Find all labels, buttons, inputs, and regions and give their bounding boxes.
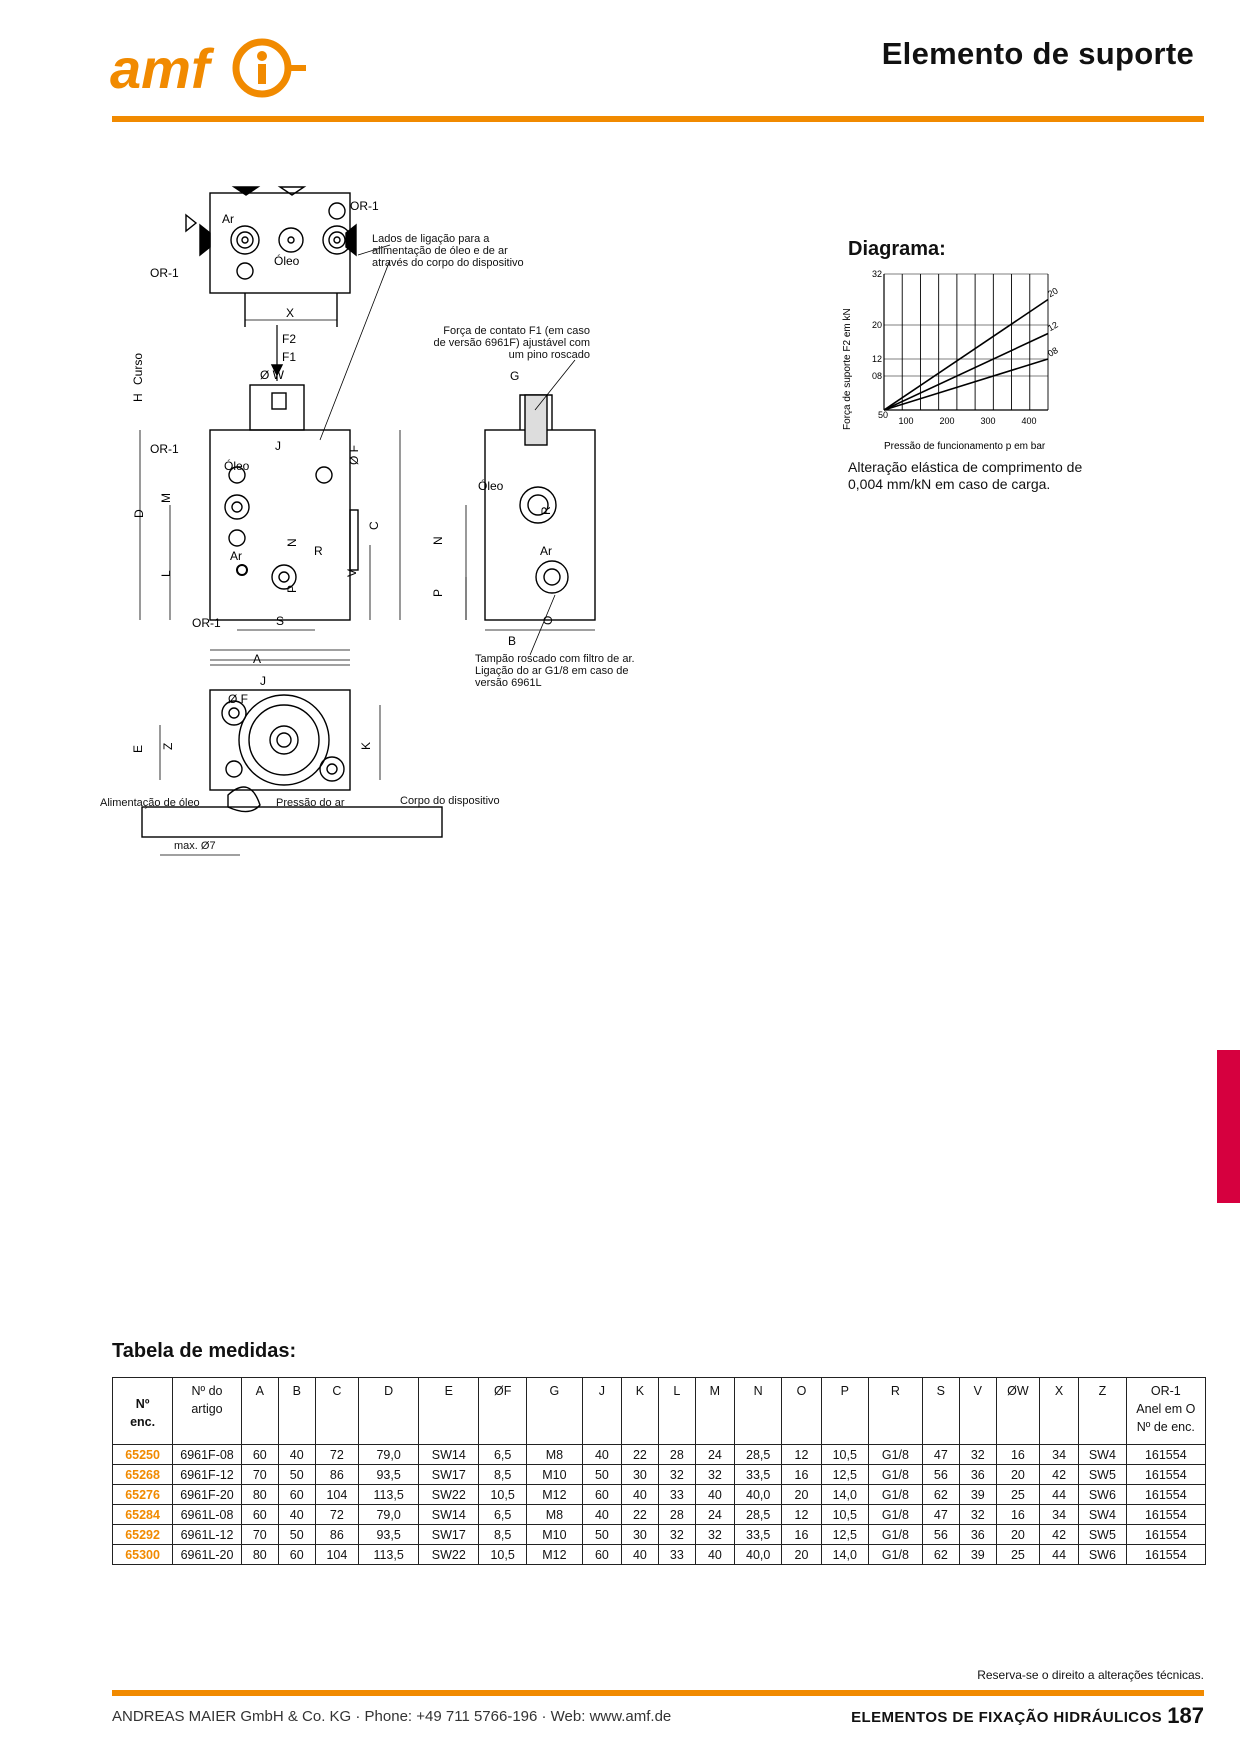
table-cell: 6961L-20 bbox=[173, 1545, 242, 1565]
table-cell: 40 bbox=[582, 1505, 621, 1525]
order-number: 65300 bbox=[113, 1545, 173, 1565]
table-cell: 60 bbox=[241, 1505, 278, 1525]
amf-logo bbox=[110, 36, 310, 100]
table-cell: 16 bbox=[782, 1525, 821, 1545]
table-cell: 6961F-20 bbox=[173, 1485, 242, 1505]
diagram-title: Diagrama: bbox=[848, 238, 946, 260]
table-cell: 70 bbox=[241, 1525, 278, 1545]
table-cell: 93,5 bbox=[359, 1465, 419, 1485]
table-cell: 28 bbox=[658, 1445, 695, 1465]
table-cell: 47 bbox=[922, 1505, 959, 1525]
table-header-cell: M bbox=[695, 1378, 734, 1445]
table-cell: 42 bbox=[1040, 1465, 1079, 1485]
table-cell: 40 bbox=[582, 1445, 621, 1465]
svg-text:Óleo: Óleo bbox=[224, 459, 250, 473]
table-cell: SW14 bbox=[419, 1505, 479, 1525]
diagram-note: Alteração elástica de comprimento de 0,004 mm/kN em caso de carga. bbox=[848, 459, 1083, 492]
table-cell: 30 bbox=[621, 1465, 658, 1485]
table-cell: 32 bbox=[695, 1525, 734, 1545]
table-cell: M10 bbox=[526, 1525, 582, 1545]
table-cell: M8 bbox=[526, 1505, 582, 1525]
table-cell: 161554 bbox=[1126, 1525, 1205, 1545]
series-label: 12 bbox=[1046, 319, 1060, 334]
svg-text:R: R bbox=[314, 544, 323, 558]
table-cell: SW5 bbox=[1079, 1525, 1127, 1545]
table-cell: 104 bbox=[315, 1545, 358, 1565]
table-cell: SW14 bbox=[419, 1445, 479, 1465]
table-header-cell: E bbox=[419, 1378, 479, 1445]
table-cell: 40 bbox=[278, 1445, 315, 1465]
x-tick-label: 200 bbox=[939, 416, 955, 426]
table-cell: 32 bbox=[695, 1465, 734, 1485]
table-cell: 50 bbox=[278, 1465, 315, 1485]
table-cell: 161554 bbox=[1126, 1505, 1205, 1525]
table-row bbox=[113, 1525, 1206, 1545]
series-label: 20 bbox=[1046, 285, 1060, 300]
svg-text:Óleo: Óleo bbox=[478, 479, 504, 493]
table-cell: SW17 bbox=[419, 1465, 479, 1485]
svg-text:C: C bbox=[367, 521, 381, 530]
svg-text:Ar: Ar bbox=[222, 212, 234, 226]
table-cell: 56 bbox=[922, 1465, 959, 1485]
table-cell: 62 bbox=[922, 1485, 959, 1505]
table-cell: 44 bbox=[1040, 1485, 1079, 1505]
table-cell: 20 bbox=[782, 1485, 821, 1505]
table-cell: 16 bbox=[782, 1465, 821, 1485]
table-header-cell: S bbox=[922, 1378, 959, 1445]
table-cell: 10,5 bbox=[821, 1505, 869, 1525]
callout-alimentacao: Alimentação de óleo bbox=[100, 797, 200, 809]
order-number: 65250 bbox=[113, 1445, 173, 1465]
table-header-cell: R bbox=[869, 1378, 923, 1445]
table-cell: 24 bbox=[695, 1505, 734, 1525]
order-number: 65284 bbox=[113, 1505, 173, 1525]
table-header-cell: L bbox=[658, 1378, 695, 1445]
svg-text:H: H bbox=[131, 393, 145, 402]
svg-text:F1: F1 bbox=[282, 350, 297, 364]
table-cell: 30 bbox=[621, 1525, 658, 1545]
table-cell: 25 bbox=[996, 1485, 1039, 1505]
table-cell: 40,0 bbox=[734, 1485, 782, 1505]
svg-text:P: P bbox=[285, 584, 299, 593]
table-cell: 50 bbox=[582, 1465, 621, 1485]
table-cell: G1/8 bbox=[869, 1545, 923, 1565]
table-cell: 33 bbox=[658, 1485, 695, 1505]
svg-text:V: V bbox=[345, 568, 359, 577]
svg-text:B: B bbox=[508, 634, 517, 648]
table-cell: 14,0 bbox=[821, 1485, 869, 1505]
table-cell: 80 bbox=[241, 1545, 278, 1565]
svg-text:OR-1: OR-1 bbox=[192, 616, 221, 630]
x-tick-label: 400 bbox=[1021, 416, 1037, 426]
svg-text:M: M bbox=[159, 493, 173, 503]
table-header-cell: ØF bbox=[479, 1378, 527, 1445]
y-tick-label: 12 bbox=[872, 354, 883, 364]
table-cell: 93,5 bbox=[359, 1525, 419, 1545]
table-cell: 40 bbox=[695, 1545, 734, 1565]
header-rule bbox=[112, 116, 1204, 122]
table-cell: 36 bbox=[959, 1525, 996, 1545]
table-cell: 32 bbox=[658, 1465, 695, 1485]
table-cell: 6,5 bbox=[479, 1505, 527, 1525]
table-cell: 32 bbox=[658, 1525, 695, 1545]
table-cell: 8,5 bbox=[479, 1465, 527, 1485]
table-header-cell: P bbox=[821, 1378, 869, 1445]
table-cell: 10,5 bbox=[479, 1485, 527, 1505]
x-tick-label: 100 bbox=[898, 416, 914, 426]
svg-text:OR-1: OR-1 bbox=[350, 199, 379, 213]
table-cell: 40 bbox=[621, 1545, 658, 1565]
table-cell: 6961F-08 bbox=[173, 1445, 242, 1465]
table-cell: 6961L-08 bbox=[173, 1505, 242, 1525]
table-cell: 50 bbox=[582, 1525, 621, 1545]
table-cell: 20 bbox=[996, 1465, 1039, 1485]
table-cell: 6961L-12 bbox=[173, 1525, 242, 1545]
table-row bbox=[113, 1505, 1206, 1525]
technical-drawing bbox=[100, 185, 720, 965]
table-cell: 104 bbox=[315, 1485, 358, 1505]
table-cell: 60 bbox=[241, 1445, 278, 1465]
y-tick-label: 08 bbox=[872, 371, 883, 381]
svg-text:Ø F: Ø F bbox=[228, 692, 248, 706]
table-cell: 62 bbox=[922, 1545, 959, 1565]
table-cell: 60 bbox=[582, 1545, 621, 1565]
table-cell: 34 bbox=[1040, 1505, 1079, 1525]
table-cell: 34 bbox=[1040, 1445, 1079, 1465]
table-cell: 25 bbox=[996, 1545, 1039, 1565]
table-cell: 28,5 bbox=[734, 1505, 782, 1525]
x-tick-label: 300 bbox=[980, 416, 996, 426]
table-cell: M12 bbox=[526, 1545, 582, 1565]
svg-text:N: N bbox=[431, 536, 445, 545]
svg-text:J: J bbox=[275, 439, 281, 453]
svg-text:Curso: Curso bbox=[131, 352, 145, 385]
svg-text:OR-1: OR-1 bbox=[150, 266, 179, 280]
table-cell: M12 bbox=[526, 1485, 582, 1505]
y-tick-label: 32 bbox=[872, 270, 883, 279]
table-cell: SW6 bbox=[1079, 1485, 1127, 1505]
table-cell: 40 bbox=[621, 1485, 658, 1505]
table-cell: SW6 bbox=[1079, 1545, 1127, 1565]
diagram-series bbox=[884, 300, 1048, 411]
table-cell: 12 bbox=[782, 1445, 821, 1465]
table-cell: SW4 bbox=[1079, 1445, 1127, 1465]
table-cell: M10 bbox=[526, 1465, 582, 1485]
table-cell: 33,5 bbox=[734, 1525, 782, 1545]
table-cell: 72 bbox=[315, 1505, 358, 1525]
table-cell: 113,5 bbox=[359, 1545, 419, 1565]
diagram-chart bbox=[838, 270, 1078, 460]
table-header-cell: Nº do artigo bbox=[173, 1378, 242, 1445]
table-cell: 12,5 bbox=[821, 1525, 869, 1545]
dimensions-table bbox=[112, 1377, 1206, 1565]
table-cell: SW17 bbox=[419, 1525, 479, 1545]
series-label: 08 bbox=[1046, 345, 1060, 359]
table-cell: 79,0 bbox=[359, 1505, 419, 1525]
table-cell: SW22 bbox=[419, 1545, 479, 1565]
table-cell: 40 bbox=[278, 1505, 315, 1525]
svg-text:Z: Z bbox=[161, 742, 175, 750]
table-cell: 60 bbox=[278, 1545, 315, 1565]
table-cell: 28,5 bbox=[734, 1445, 782, 1465]
table-cell: SW22 bbox=[419, 1485, 479, 1505]
callout-pressao: Pressão do ar bbox=[276, 797, 345, 809]
table-cell: 12 bbox=[782, 1505, 821, 1525]
table-header-cell: Nº enc. bbox=[113, 1378, 173, 1445]
table-cell: 80 bbox=[241, 1485, 278, 1505]
series-line-12 bbox=[884, 334, 1048, 411]
order-number: 65276 bbox=[113, 1485, 173, 1505]
table-cell: 10,5 bbox=[479, 1545, 527, 1565]
table-cell: 28 bbox=[658, 1505, 695, 1525]
table-row bbox=[113, 1485, 1206, 1505]
table-cell: 39 bbox=[959, 1545, 996, 1565]
svg-text:A: A bbox=[253, 652, 262, 666]
table-cell: 39 bbox=[959, 1485, 996, 1505]
table-header-cell: J bbox=[582, 1378, 621, 1445]
table-cell: 60 bbox=[582, 1485, 621, 1505]
callout-max: max. Ø7 bbox=[174, 840, 216, 852]
page-number: 187 bbox=[1167, 1703, 1204, 1728]
table-cell: SW5 bbox=[1079, 1465, 1127, 1485]
table-cell: 6,5 bbox=[479, 1445, 527, 1465]
x-tick-label: 50 bbox=[878, 410, 889, 420]
reserve-note: Reserva-se o direito a alterações técnicas. bbox=[977, 1668, 1204, 1682]
diagram-xlabel: Pressão de funcionamento p em bar bbox=[884, 441, 1046, 452]
svg-text:K: K bbox=[359, 741, 373, 750]
table-cell: G1/8 bbox=[869, 1525, 923, 1545]
table-cell: 40,0 bbox=[734, 1545, 782, 1565]
table-header-cell: N bbox=[734, 1378, 782, 1445]
svg-text:OR-1: OR-1 bbox=[150, 442, 179, 456]
table-cell: 86 bbox=[315, 1525, 358, 1545]
table-cell: 22 bbox=[621, 1445, 658, 1465]
svg-text:E: E bbox=[131, 744, 145, 753]
svg-text:P: P bbox=[431, 588, 445, 597]
order-number: 65268 bbox=[113, 1465, 173, 1485]
table-cell: 161554 bbox=[1126, 1545, 1205, 1565]
table-header-cell: X bbox=[1040, 1378, 1079, 1445]
table-cell: G1/8 bbox=[869, 1445, 923, 1465]
table-cell: 50 bbox=[278, 1525, 315, 1545]
svg-text:D: D bbox=[132, 509, 146, 518]
table-cell: 60 bbox=[278, 1485, 315, 1505]
table-cell: 20 bbox=[996, 1525, 1039, 1545]
table-header-cell: ØW bbox=[996, 1378, 1039, 1445]
svg-text:Óleo: Óleo bbox=[274, 254, 300, 268]
svg-text:X: X bbox=[286, 306, 295, 320]
table-row bbox=[113, 1465, 1206, 1485]
table-cell: 32 bbox=[959, 1505, 996, 1525]
table-cell: 36 bbox=[959, 1465, 996, 1485]
section-name: ELEMENTOS DE FIXAÇÃO HIDRÁULICOS bbox=[851, 1709, 1162, 1726]
table-cell: 72 bbox=[315, 1445, 358, 1465]
table-header-cell: C bbox=[315, 1378, 358, 1445]
svg-text:Ar: Ar bbox=[230, 549, 242, 563]
table-cell: 40 bbox=[695, 1485, 734, 1505]
table-cell: 33,5 bbox=[734, 1465, 782, 1485]
company-info: ANDREAS MAIER GmbH & Co. KG · Phone: +49 711 5766-196 · Web: www.amf.de bbox=[112, 1708, 672, 1725]
table-title: Tabela de medidas: bbox=[112, 1340, 297, 1362]
table-cell: 16 bbox=[996, 1445, 1039, 1465]
table-cell: 79,0 bbox=[359, 1445, 419, 1465]
svg-text:S: S bbox=[276, 614, 285, 628]
table-cell: G1/8 bbox=[869, 1465, 923, 1485]
table-row bbox=[113, 1545, 1206, 1565]
svg-text:N: N bbox=[285, 538, 299, 547]
section-tab bbox=[1217, 1050, 1240, 1203]
svg-text:F2: F2 bbox=[282, 332, 297, 346]
svg-text:L: L bbox=[159, 570, 173, 577]
footer-rule bbox=[112, 1690, 1204, 1696]
table-cell: M8 bbox=[526, 1445, 582, 1465]
table-cell: 22 bbox=[621, 1505, 658, 1525]
table-cell: 113,5 bbox=[359, 1485, 419, 1505]
table-header-cell: B bbox=[278, 1378, 315, 1445]
table-header-cell: O bbox=[782, 1378, 821, 1445]
table-header-cell: OR-1 Anel em O Nº de enc. bbox=[1126, 1378, 1205, 1445]
order-number: 65292 bbox=[113, 1525, 173, 1545]
table-cell: 24 bbox=[695, 1445, 734, 1465]
svg-text:R: R bbox=[539, 506, 553, 515]
svg-text:G: G bbox=[510, 369, 520, 383]
table-header-cell: Z bbox=[1079, 1378, 1127, 1445]
table-row bbox=[113, 1445, 1206, 1465]
table-cell: 14,0 bbox=[821, 1545, 869, 1565]
y-tick-label: 20 bbox=[872, 320, 883, 330]
table-header-cell: D bbox=[359, 1378, 419, 1445]
table-cell: 12,5 bbox=[821, 1465, 869, 1485]
table-cell: G1/8 bbox=[869, 1485, 923, 1505]
callout-lados: Lados de ligação para a alimentação de óleo e de ar através do corpo do dispositivo bbox=[372, 233, 524, 269]
table-cell: 6961F-12 bbox=[173, 1465, 242, 1485]
svg-text:Ar: Ar bbox=[540, 544, 552, 558]
table-cell: 32 bbox=[959, 1445, 996, 1465]
callout-corpo: Corpo do dispositivo bbox=[400, 795, 500, 807]
callout-forca: Força de contato F1 (em caso de versão 6961F) ajustável com um pino roscado bbox=[433, 325, 590, 361]
diagram-grid bbox=[884, 274, 1048, 410]
svg-text:Ø W: Ø W bbox=[260, 368, 284, 382]
table-cell: 20 bbox=[782, 1545, 821, 1565]
diagram-ylabel: Força de suporte F2 em kN bbox=[842, 308, 853, 430]
table-header-row bbox=[113, 1378, 1206, 1445]
series-line-20 bbox=[884, 300, 1048, 411]
table-cell: 161554 bbox=[1126, 1485, 1205, 1505]
table-cell: 161554 bbox=[1126, 1445, 1205, 1465]
table-cell: 56 bbox=[922, 1525, 959, 1545]
table-cell: 70 bbox=[241, 1465, 278, 1485]
table-cell: 42 bbox=[1040, 1525, 1079, 1545]
table-header-cell: G bbox=[526, 1378, 582, 1445]
table-cell: 86 bbox=[315, 1465, 358, 1485]
table-header-cell: A bbox=[241, 1378, 278, 1445]
table-cell: 16 bbox=[996, 1505, 1039, 1525]
svg-text:Ø F: Ø F bbox=[347, 445, 361, 465]
table-header-cell: K bbox=[621, 1378, 658, 1445]
table-cell: 10,5 bbox=[821, 1445, 869, 1465]
svg-text:amf: amf bbox=[110, 37, 210, 100]
table-header-cell: V bbox=[959, 1378, 996, 1445]
svg-text:J: J bbox=[260, 674, 266, 688]
svg-text:O: O bbox=[541, 615, 555, 625]
table-cell: 8,5 bbox=[479, 1525, 527, 1545]
table-cell: 47 bbox=[922, 1445, 959, 1465]
table-cell: 44 bbox=[1040, 1545, 1079, 1565]
series-line-08 bbox=[884, 359, 1048, 410]
table-cell: 161554 bbox=[1126, 1465, 1205, 1485]
table-cell: SW4 bbox=[1079, 1505, 1127, 1525]
page-title: Elemento de suporte bbox=[881, 36, 1194, 71]
callout-tampao: Tampão roscado com filtro de ar. Ligação do ar G1/8 em caso de versão 6961L bbox=[475, 653, 635, 689]
table-cell: 33 bbox=[658, 1545, 695, 1565]
table-cell: G1/8 bbox=[869, 1505, 923, 1525]
